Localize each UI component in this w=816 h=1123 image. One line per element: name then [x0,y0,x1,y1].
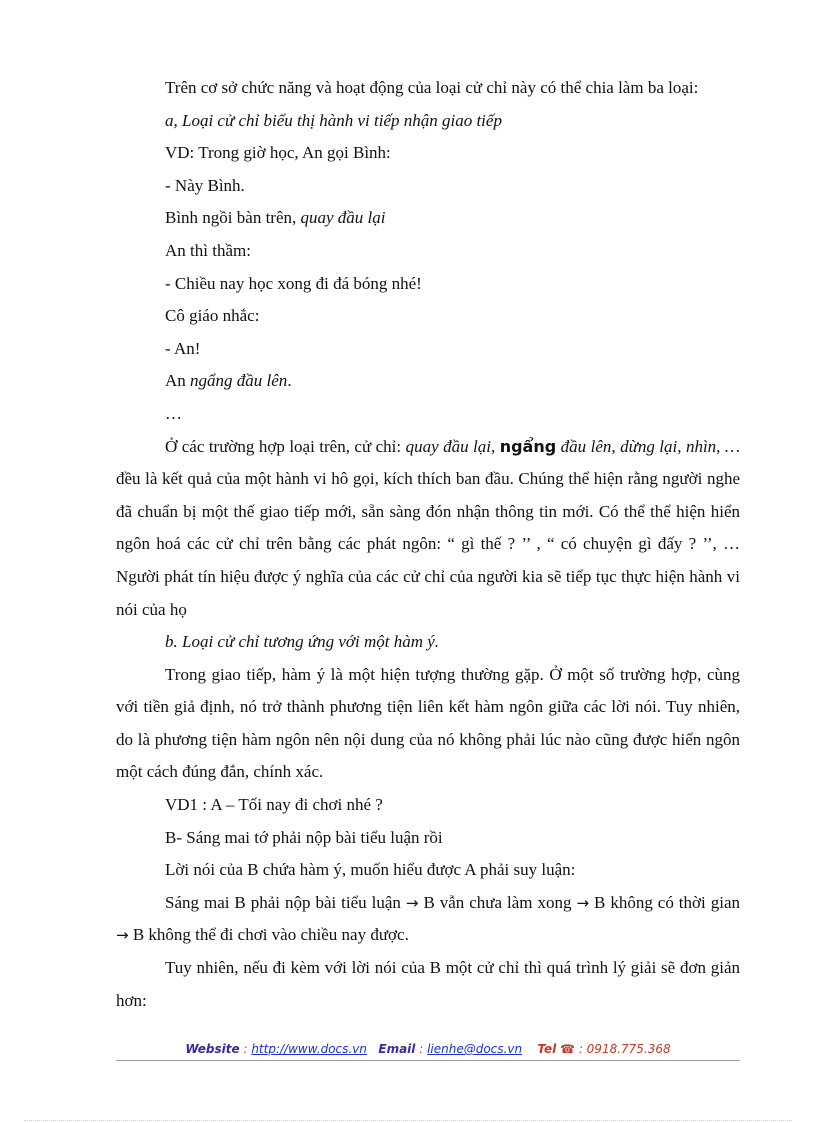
email-link[interactable]: lienhe@docs.vn [427,1042,523,1056]
reasoning-chain [116,887,740,952]
website-link[interactable]: http://www.docs.vn [251,1042,367,1056]
narration-text: Bình ngồi bàn trên, [165,208,301,228]
text-run: B vẫn chưa làm xong [418,892,577,912]
dialogue-line: An thì thầm: [165,240,251,260]
gesture-text: quay đầu lại [300,208,386,228]
dialogue-line: - Chiều nay học xong đi đá bóng nhé! [165,273,422,293]
phone-icon: ☎ [560,1042,575,1056]
text-run: đều là kết quả của một hành vi hô gọi, kích thích ban đầu. Chúng thể hiện rằng người nghe đã chuẩn bị một thế giao tiếp mới, sẵn sàng đón nhận thông tin mới. Có thể thể hiện hiển ngôn hoá các cử chỉ trên bằng các phát ngôn: “ gì thế ? ’’ , “ có chuyện gì đấy ? ’’, … Người phát tín hiệu được ý nghĩa của các cử chỉ của người kia sẽ tiếp tục thực hiện hành vi nói của họ [116,469,740,619]
separator: : [415,1042,428,1056]
narration-text: An [165,371,191,391]
tel-number: : 0918.775.368 [575,1042,671,1056]
separator: : [239,1042,252,1056]
tel-label: Tel [537,1042,557,1056]
page-footer [116,1042,740,1060]
dialogue-line [116,202,740,235]
gesture-list: đầu lên, dừng lại, nhìn, … [556,436,741,456]
paragraph-implicature: Trong giao tiếp, hàm ý là một hiện tượng thường gặp. Ở một số trường hợp, cùng với tiền giả định, nó trở thành phương tiện liên kết hàm ngôn giữa các lời nói. Tuy nhiên, do là phương tiện hàm ngôn nên nội dung của nó không phải lúc nào cũng được hiển ngôn một cách đúng đắn, chính xác. [116,664,740,782]
dialogue-line: - An! [165,338,201,358]
page-body [116,72,740,1017]
example-intro: VD: Trong giờ học, An gọi Bình: [165,143,391,163]
text-run: Sáng mai B phải nộp bài tiểu luận [165,892,406,912]
text-run: Ở các trường hợp loại trên, cử chỉ: [165,436,406,456]
gesture-bold: ngẩng [499,436,557,456]
gesture-text: ngẩng đầu lên [190,371,288,391]
gesture-list: quay đầu lại, [405,436,500,456]
punctuation: . [287,371,292,391]
ellipsis-line: … [165,403,182,423]
dialogue-line [116,365,740,398]
email-label: Email [378,1042,416,1056]
paragraph-analysis [116,431,740,627]
heading-b: b. Loại cử chỉ tương ứng với một hàm ý. [165,632,440,652]
example-line: B- Sáng mai tớ phải nộp bài tiểu luận rồi [165,827,443,847]
paragraph-closing: Tuy nhiên, nếu đi kèm với lời nói của B một cử chỉ thì quá trình lý giải sẽ đơn giản hơn: [116,958,740,1010]
website-label: Website [185,1042,240,1056]
example-line: Lời nói của B chứa hàm ý, muốn hiểu được A phải suy luận: [165,860,576,880]
arrow-icon: → [116,926,129,945]
footer-divider [116,1060,740,1061]
dialogue-line: - Này Bình. [165,175,245,195]
example-line: VD1 : A – Tối nay đi chơi nhé ? [165,795,383,815]
text-run: B không thể đi chơi vào chiều nay được. [128,925,409,945]
dialogue-line: Cô giáo nhắc: [165,306,260,326]
text-run: B không có thời gian [589,892,740,912]
heading-a: a, Loại cử chỉ biểu thị hành vi tiếp nhận giao tiếp [165,110,502,130]
arrow-icon: → [576,893,590,912]
page-bottom-divider [24,1120,792,1121]
paragraph-intro: Trên cơ sở chức năng và hoạt động của loại cử chỉ này có thể chia làm ba loại: [165,78,699,97]
arrow-icon: → [405,893,419,912]
